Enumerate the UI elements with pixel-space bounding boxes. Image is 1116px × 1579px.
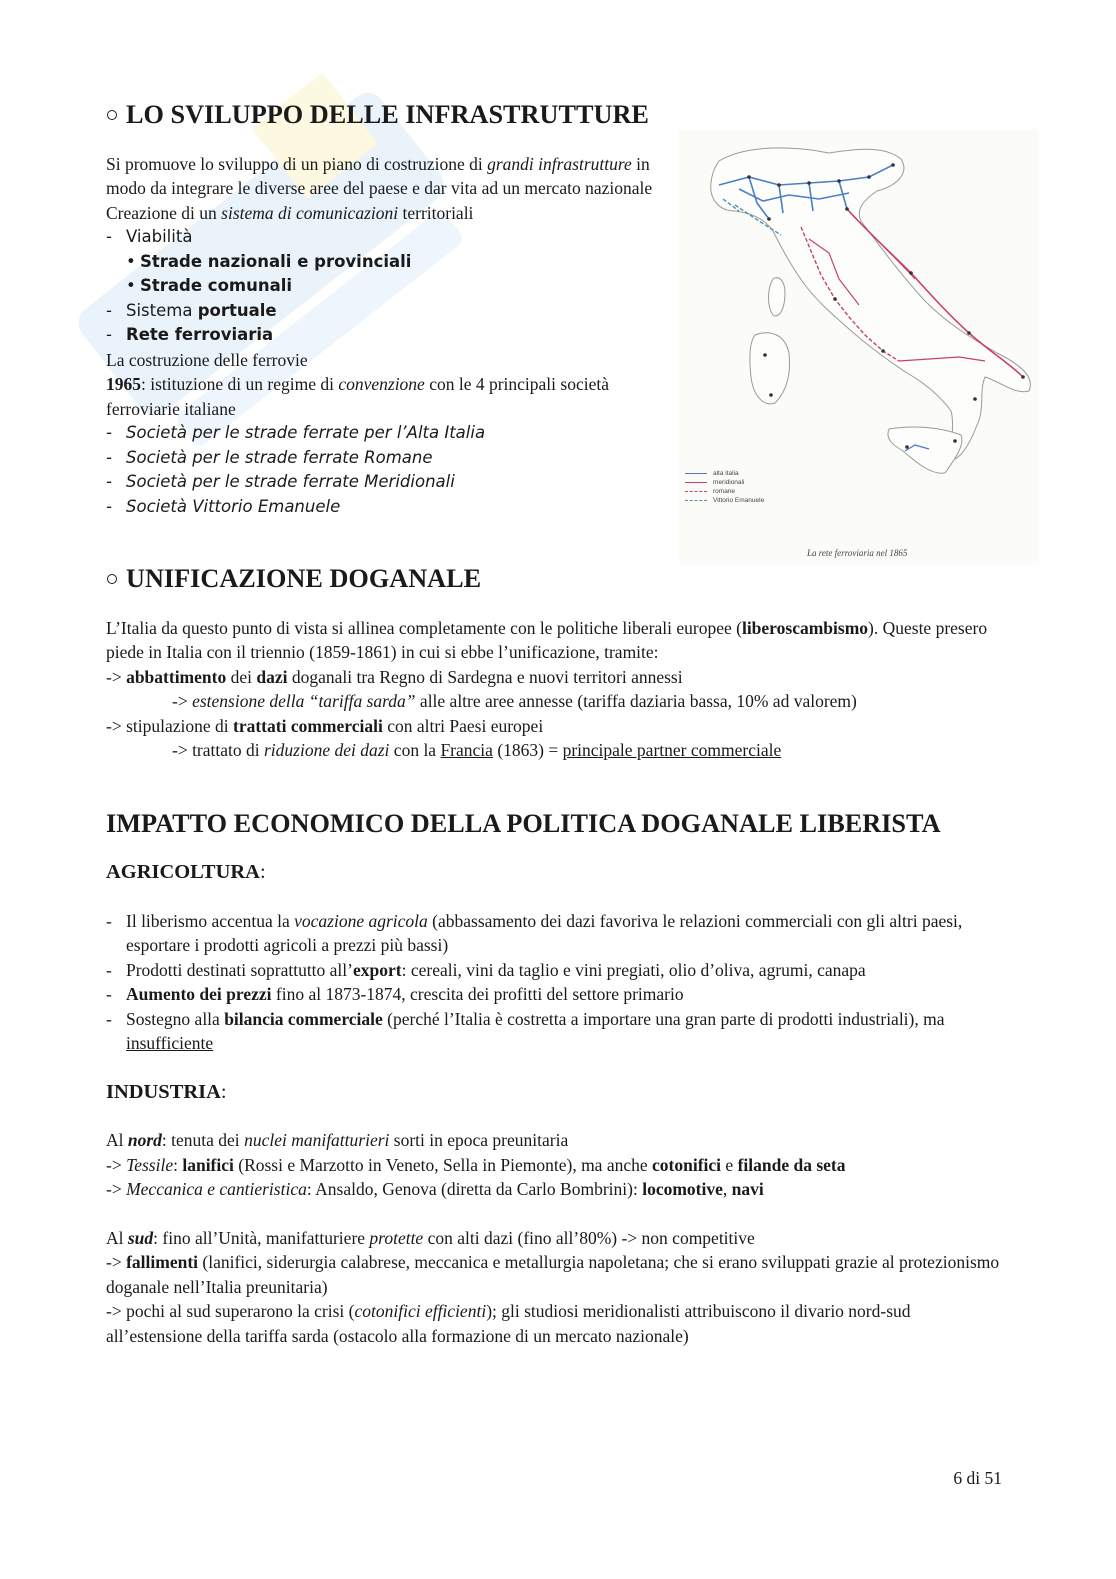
legend-item: meridionali	[685, 478, 764, 487]
map-legend	[685, 469, 764, 505]
list-item: - Prodotti destinati soprattutto all’export: cereali, vini da taglio e vini pregiati, olio d’oliva, agrumi, canapa	[106, 958, 1006, 983]
section-title-infrastrutture: LO SVILUPPO DELLE INFRASTRUTTURE	[106, 103, 1006, 128]
industria-sud	[106, 1226, 1006, 1349]
circle-bullet-icon	[107, 110, 117, 120]
section-title-impatto: IMPATTO ECONOMICO DELLA POLITICA DOGANALE LIBERISTA	[106, 808, 941, 838]
intro-paragraph: Si promuove lo sviluppo di un piano di costruzione di grandi infrastrutture in modo da integrare le diverse aree del paese e dar vita ad un mercato nazionale	[106, 153, 653, 198]
sud-line: Al sud: fino all’Unità, manifatturiere protette con alti dazi (fino all’80%) -> non competitive	[106, 1227, 755, 1248]
arrow-item: -> stipulazione di trattati commerciali con altri Paesi europei	[106, 715, 544, 736]
industria-nord	[106, 1128, 1006, 1202]
list-item-society: - Società per le strade ferrate per l’Alta Italia	[106, 421, 666, 446]
circle-bullet-icon	[107, 574, 117, 584]
list-item: - Il liberismo accentua la vocazione agricola (abbassamento dei dazi favoriva le relazioni commerciali con gli altri paesi, esportare i prodotti agricoli a prezzi più bassi)	[106, 909, 1006, 958]
arrow-item: -> abbattimento dei dazi doganali tra Regno di Sardegna e nuovi territori annessi	[106, 666, 683, 687]
sud-fallimenti: -> fallimenti (lanifici, siderurgia calabrese, meccanica e metallurgia napoletana; che si erano sviluppati grazie al protezionismo doganale nell’Italia preunitaria)	[106, 1252, 1000, 1297]
list-item-society: - Società per le strade ferrate Meridionali	[106, 470, 666, 495]
liberismo-paragraph: L’Italia da questo punto di vista si allinea completamente con le politiche liberali europee (liberoscambismo). Queste presero piede in Italia con il triennio (1859-1861) in cui si ebbe l’unificazione, tramite:	[106, 617, 988, 662]
page-number: 6 di 51	[953, 1468, 1002, 1488]
list-item-strade-nazionali: • Strade nazionali e provinciali	[106, 250, 666, 275]
unificazione-body	[106, 616, 1006, 763]
legend-item: Vittorio Emanuele	[685, 496, 764, 505]
nord-meccanica: -> Meccanica e cantieristica: Ansaldo, Genova (diretta da Carlo Bombrini): locomotive, navi	[106, 1179, 764, 1199]
list-item-viabilita: - Viabilità	[106, 225, 666, 250]
sud-crisi: -> pochi al sud superarono la crisi (cotonifici efficienti); gli studiosi meridionalisti attribuiscono il divario nord-sud all’estensione della tariffa sarda (ostacolo alla formazione di un mercato nazionale)	[106, 1301, 911, 1346]
nord-tessile: -> Tessile: lanifici (Rossi e Marzotto in Veneto, Sella in Piemonte), ma anche cotonifici e filande da seta	[106, 1154, 846, 1175]
legend-item: alta italia	[685, 469, 764, 478]
section-title-unificazione: UNIFICAZIONE DOGANALE	[106, 567, 1006, 592]
list-item: - Sostegno alla bilancia commerciale (perché l’Italia è costretta a importare una gran parte di prodotti industriali), ma insufficiente	[106, 1007, 1006, 1056]
arrow-subitem: -> trattato di riduzione dei dazi con la Francia (1863) = principale partner commerciale	[172, 740, 782, 760]
subsection-title-industria: INDUSTRIA :	[106, 1080, 227, 1103]
list-item-portuale: - Sistema portuale	[106, 299, 666, 324]
infrastrutture-body	[106, 152, 666, 520]
convenzione-paragraph: 1965: istituzione di un regime di convenzione con le 4 principali società ferroviarie italiane	[106, 374, 609, 419]
subsection-title-agricoltura: AGRICOLTURA :	[106, 861, 266, 883]
arrow-subitem: -> estensione della “tariffa sarda” alle altre aree annesse (tariffa daziaria bassa, 10% ad valorem)	[172, 691, 857, 711]
railway-map-image	[679, 129, 1039, 565]
legend-item: romane	[685, 487, 764, 496]
list-item-society: - Società per le strade ferrate Romane	[106, 446, 666, 471]
agricoltura-list	[106, 909, 1006, 1056]
creazione-line: Creazione di un sistema di comunicazioni territoriali	[106, 202, 474, 223]
list-item-strade-comunali: • Strade comunali	[106, 274, 666, 299]
list-item-society: - Società Vittorio Emanuele	[106, 495, 666, 520]
costruzione-line: La costruzione delle ferrovie	[106, 349, 308, 370]
list-item: - Aumento dei prezzi fino al 1873-1874, crescita dei profitti del settore primario	[106, 982, 1006, 1007]
nord-line: Al nord: tenuta dei nuclei manifatturieri sorti in epoca preunitaria	[106, 1130, 569, 1150]
map-caption: La rete ferroviaria nel 1865	[807, 548, 908, 558]
list-item-rete: - Rete ferroviaria	[106, 323, 666, 348]
